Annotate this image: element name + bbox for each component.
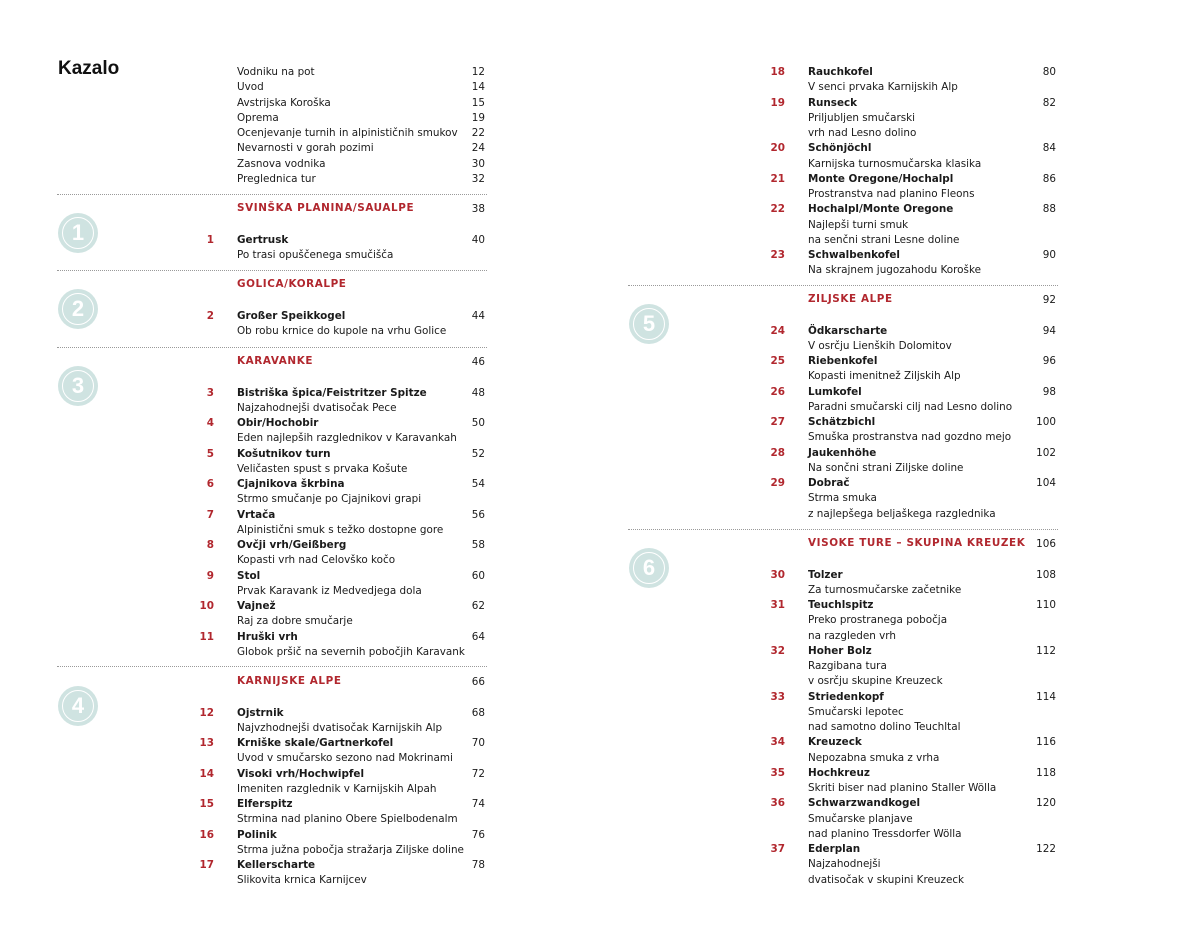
tour-description: Smučarske planjave xyxy=(808,812,913,825)
tour-number: 1 xyxy=(206,233,214,246)
section-divider xyxy=(628,529,1058,530)
tour-number: 37 xyxy=(770,843,785,855)
page-number: 74 xyxy=(471,798,485,810)
tour-name[interactable]: Dobrač xyxy=(808,477,850,489)
page-number: 104 xyxy=(1036,477,1056,489)
tour-name[interactable]: Stol xyxy=(237,569,261,582)
tour-description: na razgleden vrh xyxy=(808,629,896,642)
section-number-badge xyxy=(58,289,98,329)
page-number: 110 xyxy=(1036,599,1056,611)
tour-description: Slikovita krnica Karnijcev xyxy=(237,874,367,887)
page-number: 56 xyxy=(471,508,485,521)
page-number: 12 xyxy=(471,66,485,78)
tour-description: Skriti biser nad planino Staller Wölla xyxy=(808,782,997,794)
tour-description: Strma južna pobočja stražarja Ziljske doline xyxy=(237,843,464,856)
tour-number: 7 xyxy=(206,508,214,521)
tour-name[interactable]: Riebenkofel xyxy=(808,355,878,367)
tour-number: 12 xyxy=(199,706,214,719)
tour-name[interactable]: Ederplan xyxy=(808,843,861,855)
tour-name[interactable]: Hochkreuz xyxy=(808,766,870,779)
tour-description: Za turnosmučarske začetnike xyxy=(808,583,962,596)
tour-number: 9 xyxy=(206,569,214,582)
tour-number: 5 xyxy=(206,447,214,460)
tour-number: 26 xyxy=(770,385,785,398)
section-number: 1 xyxy=(71,220,85,245)
intro-item[interactable]: Ocenjevanje turnih in alpinističnih smukov xyxy=(237,127,458,139)
tour-name[interactable]: Polinik xyxy=(237,828,277,841)
tour-description: Strmina nad planino Obere Spielbodenalm xyxy=(237,813,458,826)
section-divider xyxy=(57,666,487,667)
tour-name[interactable]: Cjajnikova škrbina xyxy=(237,478,345,490)
page-number: 22 xyxy=(471,127,485,139)
page-number: 100 xyxy=(1036,416,1056,428)
intro-item[interactable]: Oprema xyxy=(237,111,279,124)
tour-number: 33 xyxy=(770,690,785,703)
page-title: Kazalo xyxy=(58,58,120,79)
page-number: 84 xyxy=(1042,142,1056,155)
tour-name[interactable]: Gertrusk xyxy=(237,233,289,246)
tour-name[interactable]: Tolzer xyxy=(808,568,843,581)
section-page-number: 92 xyxy=(1042,294,1056,306)
tour-number: 29 xyxy=(770,477,785,489)
page-number: 40 xyxy=(471,233,485,246)
tour-description: Strmo smučanje po Cjajnikovi grapi xyxy=(237,493,422,506)
tour-description: Kopasti imenitnež Ziljskih Alp xyxy=(808,370,961,383)
page-number: 94 xyxy=(1042,324,1056,337)
tour-name[interactable]: Krniške skale/Gartnerkofel xyxy=(237,737,394,749)
intro-item[interactable]: Vodniku na pot xyxy=(237,66,315,78)
page-number: 58 xyxy=(471,539,485,551)
tour-name[interactable]: Bistriška špica/Feistritzer Spitze xyxy=(237,386,427,399)
tour-name[interactable]: Schwarzwandkogel xyxy=(808,797,921,810)
section-page-number: 106 xyxy=(1036,538,1056,550)
tour-number: 24 xyxy=(770,324,785,337)
tour-description: Prostranstva nad planino Fleons xyxy=(808,188,975,200)
page-number: 15 xyxy=(471,96,485,109)
tour-description: nad samotno dolino Teuchltal xyxy=(808,721,961,733)
tour-name[interactable]: Teuchlspitz xyxy=(808,599,874,611)
tour-number: 20 xyxy=(770,142,785,155)
tour-number: 15 xyxy=(199,798,214,810)
tour-description: nad planino Tressdorfer Wölla xyxy=(808,827,962,840)
tour-number: 19 xyxy=(770,96,785,109)
tour-name[interactable]: Jaukenhöhe xyxy=(808,446,877,459)
section-page-number: 66 xyxy=(471,676,485,688)
tour-name[interactable]: Obir/Hochobir xyxy=(237,417,319,429)
tour-name[interactable]: Kreuzeck xyxy=(808,736,862,749)
tour-number: 23 xyxy=(770,249,785,261)
tour-number: 34 xyxy=(770,736,785,749)
tour-description: Globok pršič na severnih pobočjih Karavank xyxy=(237,645,465,658)
tour-description: na senčni strani Lesne doline xyxy=(808,233,960,246)
section-heading[interactable]: GOLICA/KORALPE xyxy=(237,278,347,290)
section-heading[interactable]: ZILJSKE ALPE xyxy=(808,293,893,305)
page-number: 24 xyxy=(471,142,485,155)
page-number: 70 xyxy=(471,737,485,749)
page-number: 32 xyxy=(471,172,485,185)
tour-description: vrh nad Lesno dolino xyxy=(808,127,917,139)
tour-name[interactable]: Hoher Bolz xyxy=(808,644,872,657)
page-number: 118 xyxy=(1036,766,1056,779)
tour-number: 10 xyxy=(199,600,214,612)
page-number: 44 xyxy=(471,309,485,322)
tour-description: Najvzhodnejši dvatisočak Karnijskih Alp xyxy=(237,721,443,734)
tour-description: Prvak Karavank iz Medvedjega dola xyxy=(237,584,422,597)
page-number: 96 xyxy=(1042,355,1056,367)
tour-description: z najlepšega beljaškega razglednika xyxy=(808,507,996,520)
tour-description: Najlepši turni smuk xyxy=(808,218,909,231)
section-number-badge xyxy=(58,366,98,406)
tour-number: 6 xyxy=(206,478,214,490)
intro-item[interactable]: Avstrijska Koroška xyxy=(237,96,331,109)
tour-description: Najzahodnejši dvatisočak Pece xyxy=(237,401,397,414)
tour-name[interactable]: Schwalbenkofel xyxy=(808,249,900,261)
page-number: 114 xyxy=(1036,690,1056,703)
intro-item[interactable]: Preglednica tur xyxy=(237,172,316,185)
section-heading[interactable]: KARAVANKE xyxy=(237,355,314,367)
page-number: 112 xyxy=(1036,644,1056,657)
tour-name[interactable]: Hochalpl/Monte Oregone xyxy=(808,203,954,216)
tour-number: 31 xyxy=(770,599,785,611)
page-number: 102 xyxy=(1036,446,1056,459)
tour-name[interactable]: Kellerscharte xyxy=(237,859,316,871)
page-number: 86 xyxy=(1042,172,1056,185)
section-page-number: 46 xyxy=(471,356,485,368)
tour-description: Paradni smučarski cilj nad Lesno dolino xyxy=(808,400,1013,413)
section-heading[interactable]: SVINŠKA PLANINA/SAUALPE xyxy=(237,202,415,214)
page-number: 64 xyxy=(471,630,485,643)
tour-name[interactable]: Großer Speikkogel xyxy=(237,309,346,322)
page-number: 72 xyxy=(471,767,485,780)
section-divider xyxy=(57,347,487,348)
tour-number: 22 xyxy=(770,203,785,216)
tour-name[interactable]: Rauchkofel xyxy=(808,66,873,78)
tour-name[interactable]: Lumkofel xyxy=(808,385,862,398)
tour-number: 17 xyxy=(199,859,214,871)
section-number: 5 xyxy=(642,311,656,336)
tour-name[interactable]: Vrtača xyxy=(237,508,276,521)
tour-description: Smuška prostranstva nad gozdno mejo xyxy=(808,431,1012,444)
tour-number: 28 xyxy=(770,446,785,459)
page-number: 120 xyxy=(1036,797,1056,810)
intro-item[interactable]: Uvod xyxy=(237,81,264,94)
page-number: 88 xyxy=(1042,203,1056,216)
tour-description: dvatisočak v skupini Kreuzeck xyxy=(808,873,965,886)
tour-description: V senci prvaka Karnijskih Alp xyxy=(808,81,958,94)
section-divider xyxy=(628,285,1058,286)
tour-name[interactable]: Vajnež xyxy=(237,600,276,612)
tour-number: 18 xyxy=(770,66,785,78)
section-number-badge xyxy=(58,686,98,726)
tour-description: Kopasti vrh nad Celovško kočo xyxy=(237,554,396,567)
tour-number: 21 xyxy=(770,172,785,185)
section-heading[interactable]: VISOKE TURE – SKUPINA KREUZEK xyxy=(808,537,1026,549)
intro-item[interactable]: Zasnova vodnika xyxy=(237,157,326,170)
tour-description: v osrčju skupine Kreuzeck xyxy=(808,675,943,688)
tour-description: Nepozabna smuka z vrha xyxy=(808,751,940,764)
section-number-badge xyxy=(629,548,669,588)
tour-number: 35 xyxy=(770,766,785,779)
tour-number: 13 xyxy=(199,737,214,749)
tour-name[interactable]: Runseck xyxy=(808,96,858,109)
page-number: 50 xyxy=(471,417,485,429)
tour-number: 32 xyxy=(770,644,785,657)
page-number: 52 xyxy=(471,447,485,460)
tour-number: 25 xyxy=(770,355,785,367)
page-number: 98 xyxy=(1042,385,1056,398)
tour-description: Priljubljen smučarski xyxy=(808,111,916,124)
section-number: 6 xyxy=(642,555,656,580)
tour-description: Na skrajnem jugozahodu Koroške xyxy=(808,264,981,277)
tour-number: 11 xyxy=(199,630,214,643)
section-number-badge xyxy=(629,304,669,344)
tour-name[interactable]: Ödkarscharte xyxy=(808,324,888,337)
section-number: 4 xyxy=(71,693,85,718)
tour-number: 16 xyxy=(199,828,214,841)
tour-description: Uvod v smučarsko sezono nad Mokrinami xyxy=(237,752,453,765)
tour-number: 14 xyxy=(199,767,214,780)
tour-name[interactable]: Hruški vrh xyxy=(237,630,298,643)
tour-name[interactable]: Monte Oregone/Hochalpl xyxy=(808,172,954,185)
tour-description: Ob robu krnice do kupole na vrhu Golice xyxy=(237,324,447,337)
tour-description: Alpinistični smuk s težko dostopne gore xyxy=(237,523,444,536)
tour-name[interactable]: Košutnikov turn xyxy=(237,447,331,460)
tour-name[interactable]: Elferspitz xyxy=(237,798,293,810)
intro-item[interactable]: Nevarnosti v gorah pozimi xyxy=(237,142,374,155)
tour-description: Razgibana tura xyxy=(808,660,887,672)
tour-description: Veličasten spust s prvaka Košute xyxy=(237,462,408,475)
tour-name[interactable]: Striedenkopf xyxy=(808,690,884,703)
page-number: 90 xyxy=(1042,249,1056,261)
page-number: 48 xyxy=(471,386,485,399)
section-number-badge xyxy=(58,213,98,253)
page-number: 54 xyxy=(471,478,485,490)
section-divider xyxy=(57,194,487,195)
page-number: 76 xyxy=(471,828,485,841)
tour-description: Smučarski lepotec xyxy=(808,705,904,718)
page-number: 30 xyxy=(471,157,485,170)
tour-number: 8 xyxy=(206,539,214,551)
page-number: 82 xyxy=(1042,96,1056,109)
tour-name[interactable]: Schönjöchl xyxy=(808,142,872,155)
tour-description: Po trasi opuščenega smučišča xyxy=(237,248,394,261)
page-number: 122 xyxy=(1036,843,1056,855)
tour-description: Najzahodnejši xyxy=(808,858,881,871)
section-number: 3 xyxy=(71,373,85,398)
tour-description: Na sončni strani Ziljske doline xyxy=(808,461,964,474)
tour-number: 36 xyxy=(770,797,785,810)
tour-number: 30 xyxy=(770,568,785,581)
tour-description: Imeniten razglednik v Karnijskih Alpah xyxy=(237,782,437,795)
tour-description: Preko prostranega pobočja xyxy=(808,614,948,627)
tour-description: Eden najlepših razglednikov v Karavankah xyxy=(237,432,457,445)
page-number: 60 xyxy=(471,569,485,582)
tour-description: Raj za dobre smučarje xyxy=(237,615,353,628)
tour-number: 4 xyxy=(206,417,214,429)
tour-description: V osrčju Lienških Dolomitov xyxy=(808,339,952,352)
section-number: 2 xyxy=(71,296,85,321)
section-page-number: 38 xyxy=(471,203,485,215)
tour-name[interactable]: Visoki vrh/Hochwipfel xyxy=(237,767,365,780)
page-number: 108 xyxy=(1036,568,1056,581)
tour-description: Strma smuka xyxy=(808,492,877,505)
tour-number: 27 xyxy=(770,416,785,428)
tour-name[interactable]: Ovčji vrh/Geißberg xyxy=(237,539,347,551)
page-number: 78 xyxy=(471,859,485,871)
page-number: 19 xyxy=(471,111,485,124)
tour-number: 2 xyxy=(206,309,214,322)
page-number: 14 xyxy=(471,81,485,94)
section-divider xyxy=(57,270,487,271)
page-number: 68 xyxy=(471,706,485,719)
tour-number: 3 xyxy=(206,386,214,399)
page-number: 62 xyxy=(471,600,485,612)
tour-name[interactable]: Schätzbichl xyxy=(808,416,876,428)
section-heading[interactable]: KARNIJSKE ALPE xyxy=(237,675,342,687)
page-number: 80 xyxy=(1042,66,1056,78)
page-number: 116 xyxy=(1036,736,1056,749)
tour-description: Karnijska turnosmučarska klasika xyxy=(808,157,982,170)
tour-name[interactable]: Ojstrnik xyxy=(237,706,284,719)
